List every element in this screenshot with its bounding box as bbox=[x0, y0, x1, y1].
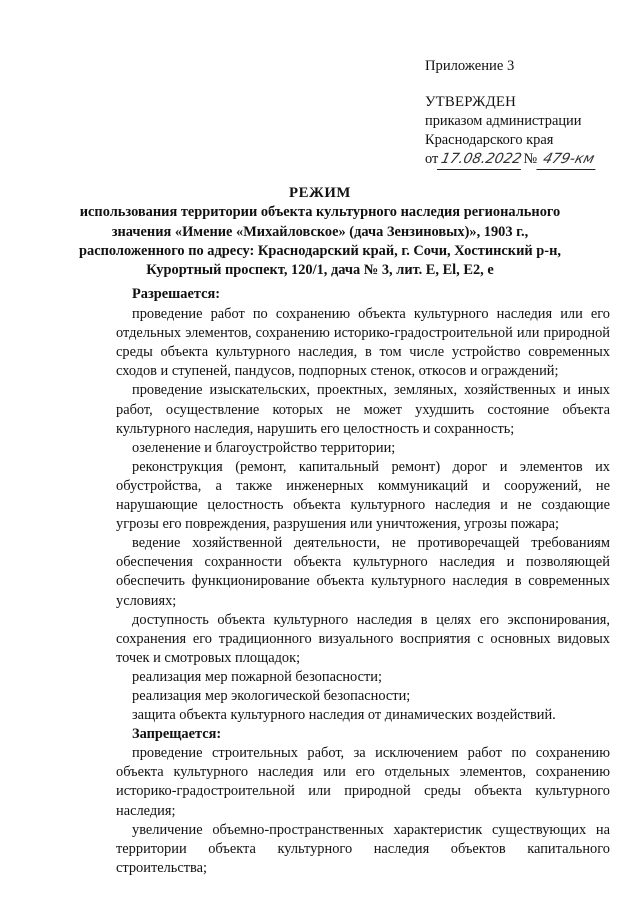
title-line-4: Курортный проспект, 120/1, дача № 3, лит. Е, El, Е2, е bbox=[146, 262, 494, 279]
allowed-item: озеленение и благоустройство территории; bbox=[132, 439, 396, 456]
allowed-heading: Разрешается: bbox=[132, 286, 221, 302]
allowed-item: проведение изыскательских, проектных, земляных, хозяйственных и иных работ, осуществление которых не может ухудшить состояние объекта культурного наследия, нарушить его целостность и сохранность; bbox=[116, 382, 610, 437]
forbidden-item: проведение строительных работ, за исключением работ по сохранению объекта культурного наследия или его отдельных элементов, сохранению историко-градостроительной или природной среды объекта культурного наследия; bbox=[116, 745, 610, 819]
title-line-3: расположенного по адресу: Краснодарский край, г. Сочи, Хостинский р-н, bbox=[79, 242, 561, 259]
order-number-sign: № bbox=[523, 151, 538, 167]
allowed-item: доступность объекта культурного наследия в целях его экспонирования, сохранения его традиционного визуального восприятия с основных видовых точек и смотровых площадок; bbox=[116, 611, 610, 666]
appendix-label: Приложение 3 bbox=[425, 58, 515, 74]
allowed-item: проведение работ по сохранению объекта культурного наследия или его отдельных элементов, сохранению историко-градостроительной или природной среды объекта культурного наследия, в том числе устройство современных сходов и ступеней, пандусов, подпорных стенок, откосов и ограждений; bbox=[116, 306, 610, 380]
approval-title: УТВЕРЖДЕН bbox=[425, 94, 517, 110]
approval-block bbox=[425, 93, 598, 170]
title-line-1: использования территории объекта культурного наследия регионального bbox=[79, 204, 561, 221]
approval-line-2: Краснодарского края bbox=[425, 132, 554, 148]
title-line-2: значения «Имение «Михайловское» (дача Зензиновых)», 1903 г., bbox=[111, 223, 529, 240]
allowed-item: реализация мер пожарной безопасности; bbox=[132, 668, 382, 685]
title-main: РЕЖИМ bbox=[288, 185, 351, 201]
allowed-item: защита объекта культурного наследия от динамических воздействий. bbox=[132, 707, 556, 724]
allowed-item: ведение хозяйственной деятельности, не противоречащей требованиям обеспечения сохранности объекта культурного наследия и позволяющей обеспечить функционирование объекта культурного наследия в современных условиях; bbox=[116, 535, 610, 609]
order-line bbox=[425, 150, 598, 170]
forbidden-heading: Запрещается: bbox=[132, 726, 222, 743]
document-title bbox=[78, 184, 562, 280]
order-number-handwritten: 479-км bbox=[537, 150, 601, 170]
order-prefix: от bbox=[425, 151, 439, 167]
order-date-handwritten: 17.08.2022 bbox=[437, 150, 525, 170]
allowed-item: реализация мер экологической безопасности; bbox=[132, 687, 411, 704]
forbidden-item: увеличение объемно-пространственных характеристик существующих на территории объекта культурного наследия объектов капитального строительства; bbox=[116, 821, 610, 876]
approval-line-1: приказом администрации bbox=[425, 113, 582, 129]
allowed-item: реконструкция (ремонт, капитальный ремонт) дорог и элементов их обустройства, а также инженерных коммуникаций и сооружений, не нарушающие целостность объекта культурного наследия и не создающие угрозы его повреждения, разрушения или уничтожения, угрозы пожара; bbox=[116, 458, 610, 533]
document-body bbox=[116, 285, 610, 878]
